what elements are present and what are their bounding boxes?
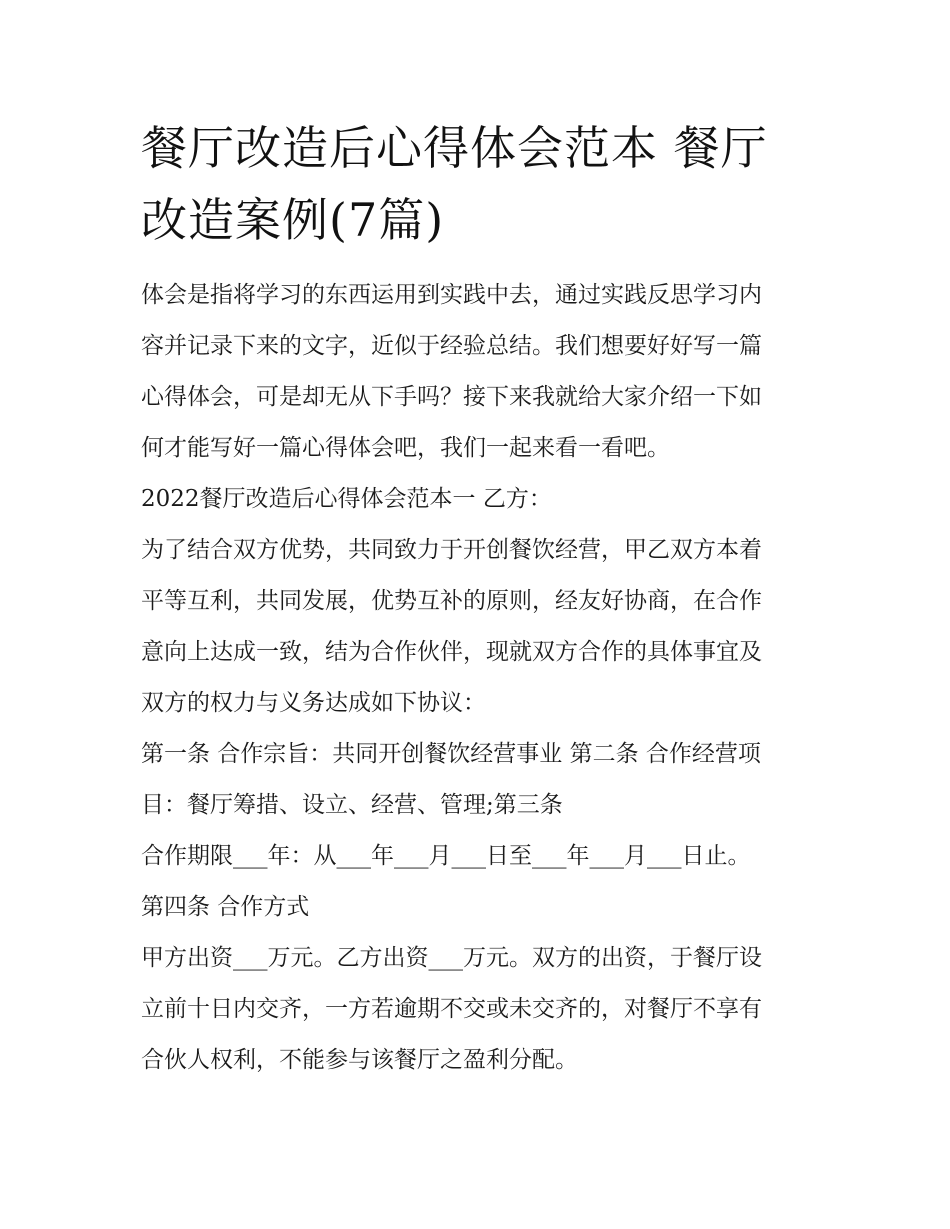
paragraph-line: 意向上达成一致，结为合作伙伴，现就双方合作的具体事宜及 (141, 639, 762, 665)
document-body (141, 112, 813, 1086)
article-four-heading (141, 882, 813, 933)
paragraph-line: 双方的权力与义务达成如下协议： (141, 690, 486, 716)
cooperation-period (141, 831, 813, 882)
paragraph-line: 立前十日内交齐，一方若逾期不交或未交齐的，对餐厅不享有 (141, 996, 762, 1022)
paragraph-line: 合作期限___年：从___年___月___日至___年___月___日止。 (141, 843, 751, 869)
intro-paragraph (141, 270, 813, 474)
paragraph-line: 第四条 合作方式 (141, 894, 310, 920)
paragraph-line: 甲方出资___万元。乙方出资___万元。双方的出资，于餐厅设 (141, 945, 762, 971)
paragraph-line: 2022餐厅改造后心得体会范本一 乙方： (141, 486, 552, 512)
paragraph-line: 合伙人权利，不能参与该餐厅之盈利分配。 (141, 1047, 578, 1073)
paragraph-line: 为了结合双方优势，共同致力于开创餐饮经营，甲乙双方本着 (141, 537, 762, 563)
capital-contribution (141, 933, 813, 1086)
paragraph-line: 何才能写好一篇心得体会吧，我们一起来看一看吧。 (141, 435, 670, 461)
agreement-preamble (141, 525, 813, 729)
paragraph-line: 平等互利，共同发展，优势互补的原则，经友好协商，在合作 (141, 588, 762, 614)
paragraph-line: 体会是指将学习的东西运用到实践中去，通过实践反思学习内 (141, 282, 762, 308)
paragraph-line: 心得体会，可是却无从下手吗？接下来我就给大家介绍一下如 (141, 384, 762, 410)
paragraph-line: 容并记录下来的文字，近似于经验总结。我们想要好好写一篇 (141, 333, 762, 359)
sample-heading (141, 474, 813, 525)
title-line: 餐厅改造后心得体会范本 餐厅 (141, 121, 768, 175)
paragraph-line: 第一条 合作宗旨：共同开创餐饮经营事业 第二条 合作经营项 (141, 741, 761, 767)
title-line: 改造案例(7篇) (141, 193, 445, 247)
article-one-two-three (141, 729, 813, 831)
paragraph-line: 目：餐厅筹措、设立、经营、管理;第三条 (141, 792, 563, 818)
document-title (141, 112, 813, 256)
